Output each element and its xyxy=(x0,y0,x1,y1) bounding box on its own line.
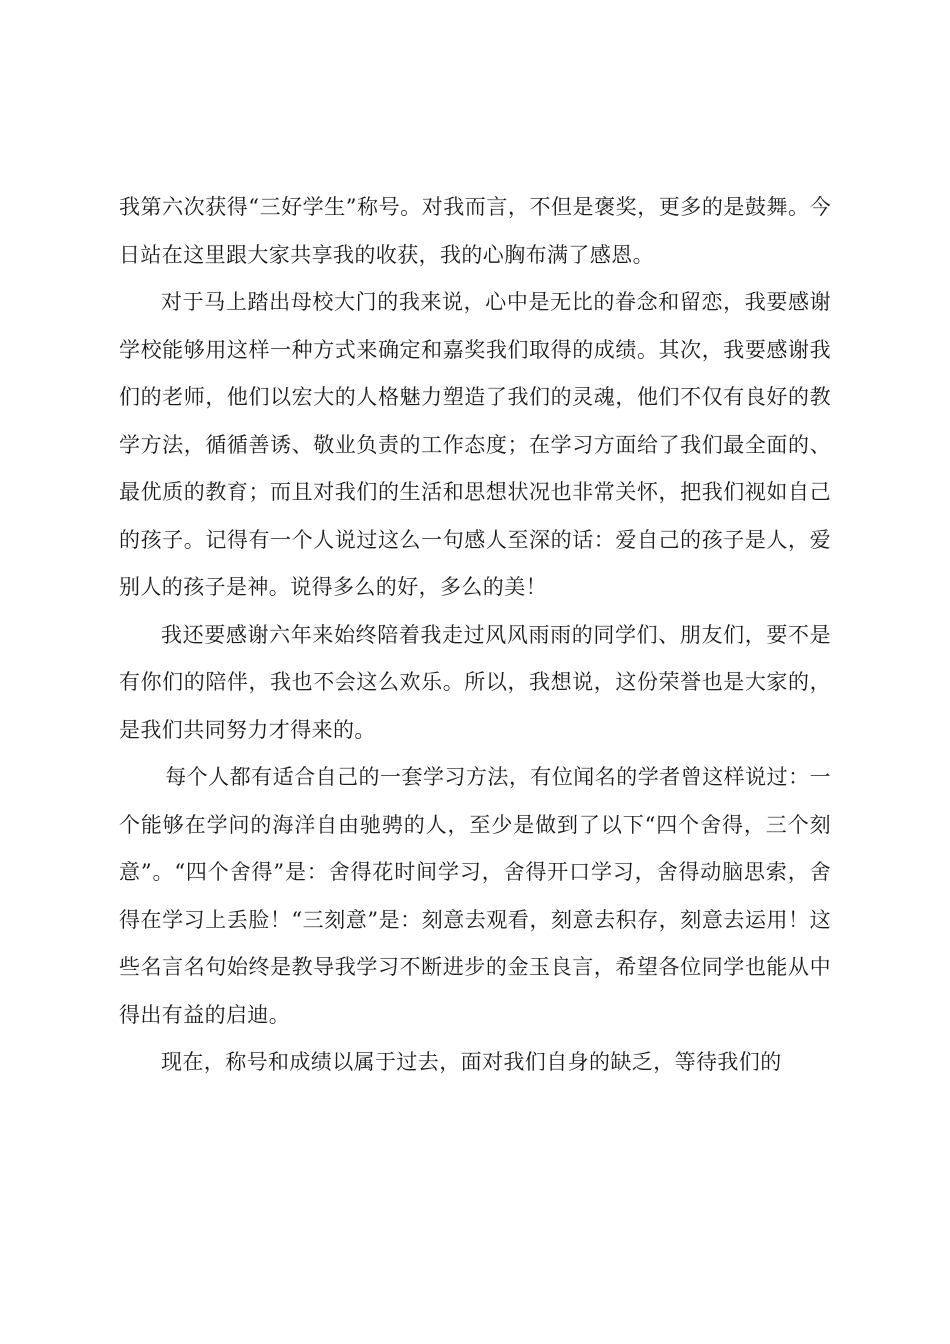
paragraph-2: 对于马上踏出母校大门的我来说，心中是无比的眷念和留恋，我要感谢学校能够用这样一种方式来确定和嘉奖我们取得的成绩。其次，我要感谢我们的老师，他们以宏大的人格魅力塑造了我们的灵魂，他们不仅有良好的教学方法，循循善诱、敬业负责的工作态度；在学习方面给了我们最全面的、最优质的教育；而且对我们的生活和思想状况也非常关怀，把我们视如自己的孩子。记得有一个人说过这么一句感人至深的话：爱自己的孩子是人，爱别人的孩子是神。说得多么的好，多么的美！ xyxy=(119,290,831,599)
paragraph-5: 现在，称号和成绩以属于过去，面对我们自身的缺乏，等待我们的 xyxy=(161,1050,782,1074)
paragraph-1: 我第六次获得“三好学生”称号。对我而言，不但是褒奖，更多的是鼓舞。今日站在这里跟大家共享我的收获，我的心胸布满了感恩。 xyxy=(119,195,831,267)
paragraph-4: 每个人都有适合自己的一套学习方法，有位闻名的学者曾这样说过：一个能够在学问的海洋自由驰骋的人，至少是做到了以下“四个舍得，三个刻意”。“四个舍得”是：舍得花时间学习，舍得开口学习，舍得动脑思索，舍得在学习上丢脸！“三刻意”是：刻意去观看，刻意去积存，刻意去运用！这些名言名句始终是教导我学习不断进步的金玉良言，希望各位同学也能从中得出有益的启迪。 xyxy=(119,765,831,1027)
document-body xyxy=(119,184,831,1087)
paragraph-3: 我还要感谢六年来始终陪着我走过风风雨雨的同学们、朋友们，要不是有你们的陪伴，我也不会这么欢乐。所以，我想说，这份荣誉也是大家的，是我们共同努力才得来的。 xyxy=(119,622,831,742)
